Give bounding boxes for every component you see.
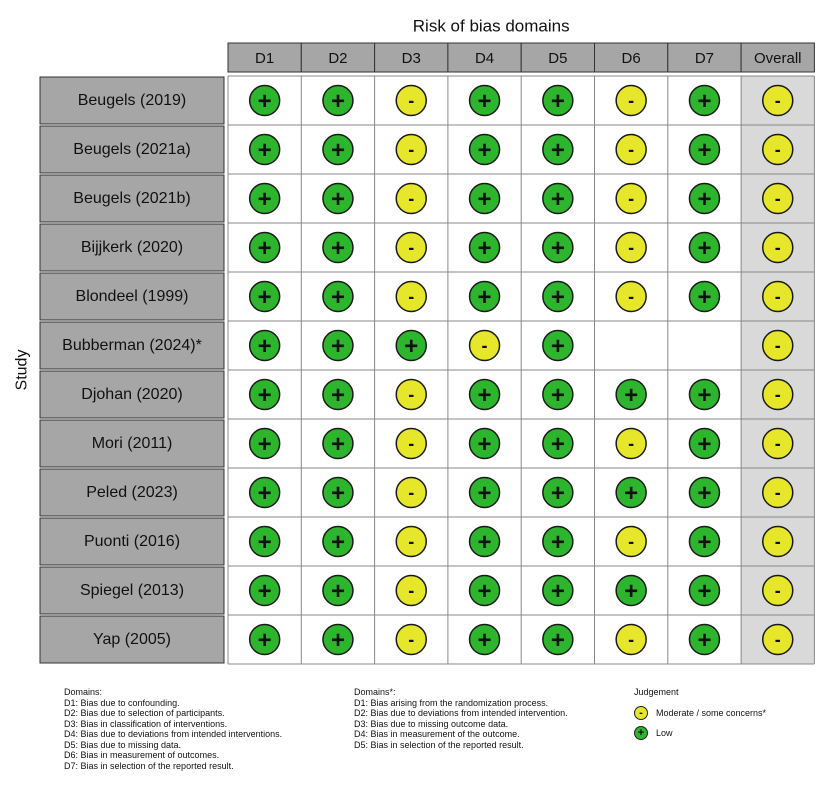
judgement-symbol: +: [550, 578, 565, 605]
judgement-symbol: +: [330, 186, 345, 213]
judgement-symbol: -: [774, 531, 781, 552]
domains-legend-right-item: D5: Bias in selection of the reported result.: [354, 739, 524, 750]
judgement-symbol: +: [330, 431, 345, 458]
judgement-symbol: +: [550, 284, 565, 311]
judgement-symbol: +: [257, 578, 272, 605]
study-label: Blondeel (1999): [75, 288, 189, 305]
judgement-symbol: +: [624, 382, 639, 409]
judgement-symbol: +: [477, 627, 492, 654]
domains-legend-right-item: D2: Bias due to deviations from intended intervention.: [354, 708, 568, 718]
domains-legend-left-item: D6: Bias in measurement of outcomes.: [64, 750, 220, 760]
judgement-symbol: -: [774, 90, 781, 111]
judgement-symbol: -: [408, 139, 415, 160]
judgement-symbol: +: [550, 431, 565, 458]
judgement-symbol: +: [697, 578, 712, 605]
judgement-symbol: +: [697, 480, 712, 507]
judgement-symbol: +: [257, 88, 272, 115]
judgement-symbol: +: [330, 627, 345, 654]
column-header-label: D1: [255, 50, 275, 67]
judgement-symbol: +: [257, 529, 272, 556]
judgement-symbol: -: [774, 384, 781, 405]
judgement-legend-low: [634, 723, 766, 743]
study-label: Yap (2005): [93, 631, 171, 648]
judgement-symbol: -: [408, 384, 415, 405]
judgement-symbol: +: [330, 88, 345, 115]
judgement-symbol: +: [550, 235, 565, 262]
judgement-symbol: +: [330, 284, 345, 311]
domains-legend-left-item: D5: Bias due to missing data.: [64, 739, 182, 750]
column-header-label: D7: [694, 50, 715, 67]
judgement-symbol: +: [477, 284, 492, 311]
judgement-symbol: -: [481, 335, 488, 356]
judgement-legend: [634, 687, 766, 743]
judgement-symbol: -: [408, 629, 415, 650]
judgement-symbol: -: [408, 531, 415, 552]
judgement-symbol: +: [330, 480, 345, 507]
judgement-symbol: -: [628, 139, 635, 160]
judgement-symbol: +: [257, 480, 272, 507]
judgement-symbol: +: [257, 627, 272, 654]
low-judgement-icon: +: [634, 726, 648, 740]
domains-legend-right-item: D3: Bias due to missing outcome data.: [354, 718, 509, 729]
judgement-symbol: +: [477, 529, 492, 556]
y-axis-label: Study: [13, 349, 31, 391]
judgement-symbol: -: [408, 433, 415, 454]
domains-legend-right-item: D4: Bias in measurement of the outcome.: [354, 729, 520, 739]
judgement-symbol: +: [477, 480, 492, 507]
judgement-symbol: +: [257, 235, 272, 262]
domains-legend-left: [64, 687, 282, 771]
judgement-symbol: +: [550, 88, 565, 115]
judgement-symbol: -: [628, 90, 635, 111]
judgement-symbol: -: [628, 433, 635, 454]
judgement-symbol: -: [774, 139, 781, 160]
judgement-symbol: +: [550, 382, 565, 409]
judgement-symbol: -: [628, 188, 635, 209]
column-header-label: D2: [328, 50, 348, 67]
judgement-symbol: +: [550, 480, 565, 507]
judgement-symbol: +: [697, 137, 712, 164]
judgement-symbol: +: [697, 431, 712, 458]
judgement-symbol: +: [697, 627, 712, 654]
judgement-symbol: +: [697, 529, 712, 556]
study-label: Beugels (2021a): [73, 141, 191, 158]
judgement-symbol: +: [697, 235, 712, 262]
judgement-symbol: +: [404, 333, 419, 360]
judgement-symbol: +: [257, 382, 272, 409]
column-header-label: D6: [621, 50, 641, 67]
judgement-symbol: +: [550, 137, 565, 164]
domains-legend-left-item: D1: Bias due to confounding.: [64, 697, 180, 708]
judgement-symbol: -: [774, 629, 781, 650]
judgement-symbol: -: [628, 237, 635, 258]
judgement-symbol: +: [257, 333, 272, 360]
judgement-symbol: -: [774, 286, 781, 307]
domains-legend-left-item: D3: Bias in classification of interventions.: [64, 718, 228, 729]
judgement-symbol: +: [330, 578, 345, 605]
judgement-symbol: +: [697, 382, 712, 409]
judgement-symbol: -: [408, 580, 415, 601]
column-header-label: D4: [474, 50, 495, 67]
study-label: Mori (2011): [91, 435, 173, 452]
judgement-symbol: +: [550, 529, 565, 556]
judgement-symbol: -: [774, 237, 781, 258]
domains-legend-left-item: D4: Bias due to deviations from intended interventions.: [64, 729, 283, 739]
judgement-symbol: +: [477, 235, 492, 262]
judgement-symbol: +: [330, 235, 345, 262]
judgement-symbol: -: [408, 286, 415, 307]
domains-legend-left-title: Domains:: [64, 687, 103, 697]
judgement-legend-moderate-label: Moderate / some concerns*: [656, 708, 767, 718]
judgement-legend-moderate: [634, 703, 766, 723]
study-label: Beugels (2021b): [73, 190, 191, 207]
judgement-symbol: +: [477, 137, 492, 164]
column-header-label: Overall: [753, 50, 802, 67]
judgement-symbol: -: [628, 531, 635, 552]
column-header-label: D5: [548, 50, 568, 67]
judgement-symbol: +: [257, 137, 272, 164]
domains-legend-right-title: Domains*:: [354, 687, 396, 697]
judgement-symbol: -: [774, 433, 781, 454]
judgement-symbol: +: [257, 431, 272, 458]
judgement-symbol: +: [697, 186, 712, 213]
study-label: Djohan (2020): [81, 386, 183, 403]
judgement-symbol: -: [628, 286, 635, 307]
judgement-symbol: +: [477, 382, 492, 409]
judgement-symbol: -: [774, 580, 781, 601]
judgement-symbol: -: [408, 90, 415, 111]
column-header-label: D3: [401, 50, 421, 67]
domains-legend-left-item: D7: Bias in selection of the reported result.: [64, 760, 234, 771]
study-label: Beugels (2019): [77, 92, 187, 109]
judgement-symbol: +: [330, 333, 345, 360]
judgement-legend-title: Judgement: [634, 687, 679, 697]
judgement-symbol: -: [408, 188, 415, 209]
judgement-symbol: +: [330, 382, 345, 409]
chart-title: Risk of bias domains: [412, 16, 570, 36]
judgement-symbol: +: [477, 186, 492, 213]
judgement-symbol: +: [550, 333, 565, 360]
judgement-symbol: -: [408, 237, 415, 258]
judgement-legend-low-label: Low: [656, 728, 673, 738]
study-label: Peled (2023): [86, 484, 178, 501]
domains-legend-left-item: D2: Bias due to selection of participants.: [64, 708, 225, 718]
judgement-symbol: +: [624, 480, 639, 507]
judgement-symbol: +: [257, 186, 272, 213]
judgement-symbol: +: [550, 186, 565, 213]
judgement-symbol: +: [477, 431, 492, 458]
judgement-symbol: +: [697, 88, 712, 115]
judgement-symbol: -: [408, 482, 415, 503]
domains-legend-right-item: D1: Bias arising from the randomization process.: [354, 697, 549, 708]
study-label: Bijjkerk (2020): [80, 239, 184, 256]
domains-legend-right: [354, 687, 568, 750]
judgement-symbol: +: [624, 578, 639, 605]
moderate-judgement-icon: -: [634, 706, 648, 720]
judgement-symbol: +: [330, 529, 345, 556]
study-label: Bubberman (2024)*: [62, 337, 202, 354]
judgement-symbol: +: [257, 284, 272, 311]
judgement-symbol: +: [697, 284, 712, 311]
judgement-symbol: +: [550, 627, 565, 654]
judgement-symbol: -: [774, 482, 781, 503]
judgement-symbol: +: [477, 88, 492, 115]
judgement-symbol: -: [628, 629, 635, 650]
judgement-symbol: -: [774, 335, 781, 356]
judgement-symbol: -: [774, 188, 781, 209]
study-label: Puonti (2016): [83, 533, 181, 550]
study-label: Spiegel (2013): [79, 582, 185, 599]
judgement-symbol: +: [330, 137, 345, 164]
judgement-symbol: +: [477, 578, 492, 605]
